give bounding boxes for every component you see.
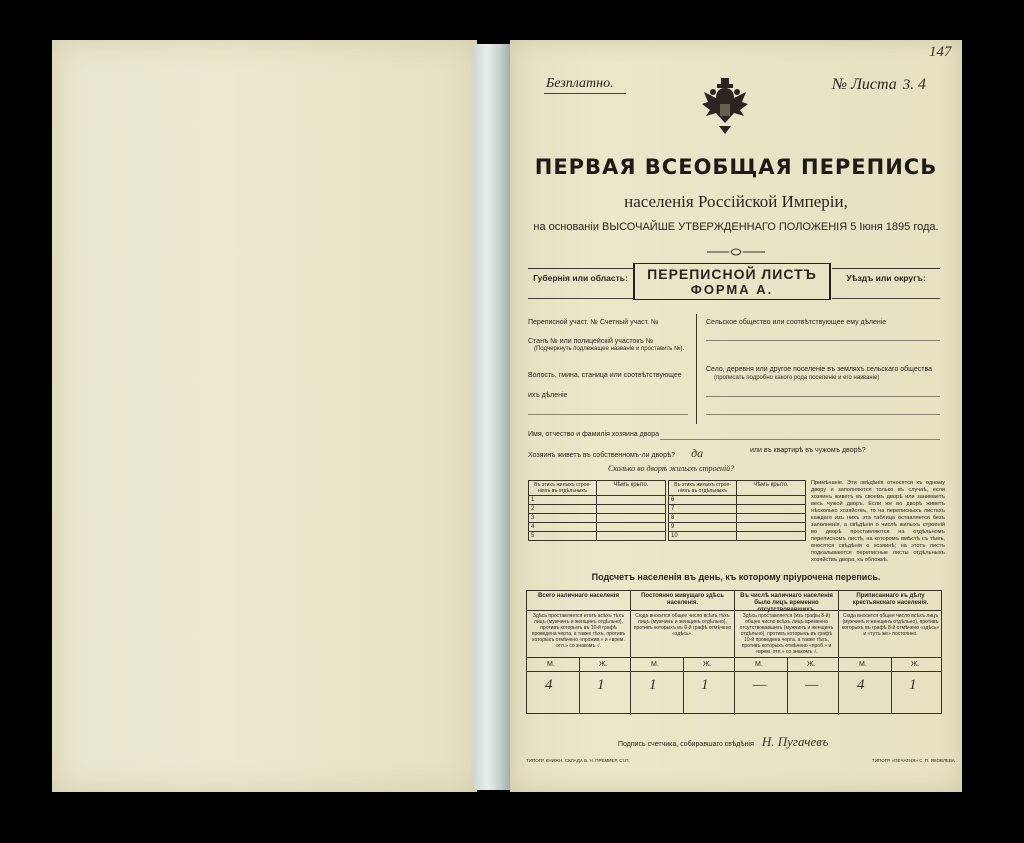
row-num: 6 — [669, 496, 737, 505]
settlement-underline — [706, 396, 940, 397]
male-label: М. — [859, 661, 867, 668]
list-form-box — [633, 263, 831, 300]
uezd-underline — [832, 298, 940, 299]
buildings-table-left — [528, 480, 666, 541]
volost-row: Волость, гмина, станица или соотвѣтствующее — [528, 372, 682, 379]
form-title: ПЕРВАЯ ВСЕОБЩАЯ ПЕРЕПИСЬ — [534, 155, 938, 179]
gubernia-field: Губернія или область: — [528, 268, 633, 298]
population-count-table — [526, 590, 942, 714]
row-num: 10 — [669, 532, 737, 541]
row-num: 5 — [529, 532, 597, 541]
book-spine — [474, 44, 512, 790]
left-blank-page — [52, 40, 477, 792]
row-num: 8 — [669, 514, 737, 523]
form-type: ФОРМА А. — [690, 282, 774, 297]
signature-handwritten: Н. Пугачевъ — [761, 734, 829, 749]
volost-underline — [528, 414, 688, 415]
list-title: ПЕРЕПИСНОЙ ЛИСТЪ — [647, 266, 817, 282]
mf-split — [579, 657, 580, 714]
mf-split — [787, 657, 788, 714]
own-house-answer: да — [691, 446, 704, 460]
printer-imprint-left: ТИПОГР. КНИЖН. СКЛАДА Б. Н. ПРЕМИЕР, Ст.П. — [526, 758, 630, 763]
enumerator-signature-row — [618, 734, 828, 750]
printer-imprint-right: ТИПОГР. «ПЕЧАТНЯ» С. П. ЯКОВЛЕВА — [872, 758, 955, 763]
col-header-buildings: Въ этихъ жилыхъ строе-ніяхъ въ отдѣльныхъ — [669, 481, 737, 496]
male-label: М. — [547, 661, 555, 668]
census-form-page — [510, 40, 962, 792]
row-num: 2 — [529, 505, 597, 514]
sheet-number — [832, 76, 926, 94]
count-value: 4 — [545, 677, 553, 693]
buildings-note: Примѣчаніе. Эти свѣдѣнія относятся къ одному двору и заполняются только въ случаѣ, если хозяинъ живетъ въ своемъ дворѣ или занимаетъ весь чужой дворъ. Если же во дворѣ живетъ нѣсколько хозяйствъ, то на переписныхъ листахъ каждаго изъ нихъ эта таблица оставляется безъ заполненія, а свѣдѣнія о числѣ жилыхъ строеній во дворѣ проставляются на отдѣльномъ переписномъ листѣ, на которомъ вмѣстѣ съ тѣмъ, вносятся свѣдѣнія о хозяинѣ; на этотъ листъ подкалываются переписные листы отдѣльныхъ хозяйствъ двора, къ обложкѣ. — [811, 480, 945, 563]
population-count-title: Подсчетъ населенія въ день, къ которому пріурочена перепись. — [591, 572, 881, 582]
free-label: Безплатно. — [546, 76, 614, 91]
count-value: 4 — [857, 677, 865, 693]
apartment-row: или въ квартирѣ въ чужомъ дворѣ? — [750, 447, 866, 454]
owner-name-row: Имя, отчество и фамилія хозяина двора — [528, 431, 660, 438]
female-label: Ж. — [599, 661, 608, 668]
male-label: М. — [755, 661, 763, 668]
male-label: М. — [651, 661, 659, 668]
row-num: 1 — [529, 496, 597, 505]
count-col-header: Всего наличнаго населенія — [527, 591, 630, 611]
stan-row: Станъ № или полицейскій участокъ № — [528, 338, 654, 345]
district-row: Переписной участ. № Счетный участ. № — [528, 319, 659, 326]
own-house-row — [528, 446, 703, 462]
female-label: Ж. — [703, 661, 712, 668]
gubernia-underline — [528, 298, 633, 299]
settlement-note: (прописать подробно какого рода поселеніе и его названіе) — [714, 375, 880, 381]
village-society-row: Сельское общество или соотвѣтствующее ему дѣленіе — [706, 319, 887, 326]
free-underline — [544, 93, 626, 94]
count-col-text: Сюда вносится общее число всѣхъ лицъ (мужчинъ и женщинъ отдѣльно), противъ которыхъ въ графѣ 8-й отмѣчено «здѣсь» и «тутъ же» постоянно. — [841, 613, 940, 637]
village-society-underline — [706, 340, 940, 341]
row-num: 9 — [669, 523, 737, 532]
volost-row-cont: ихъ дѣленіе — [528, 392, 568, 399]
row-num: 3 — [529, 514, 597, 523]
uezd-field: Уѣздъ или округъ: — [832, 268, 940, 298]
fields-divider — [696, 314, 697, 424]
count-value: 1 — [597, 677, 605, 693]
settlement-row: Село, деревня или другое поселеніе въ земляхъ сельскаго общества — [706, 366, 932, 373]
sheet-number-label: № Листа — [832, 76, 897, 93]
count-value: 1 — [649, 677, 657, 693]
count-value: — — [753, 677, 767, 693]
double-headed-eagle-icon — [699, 76, 751, 138]
row-num: 7 — [669, 505, 737, 514]
mf-values-line — [527, 671, 941, 672]
col-header-roof: Чѣмъ крыто. — [737, 481, 806, 496]
form-subtitle: населенія Россійской Имперіи, — [624, 192, 848, 211]
own-house-question: Хозяинъ живетъ въ собственномъ-ли дворѣ? — [528, 452, 676, 459]
row-num: 4 — [529, 523, 597, 532]
owner-name-underline — [660, 439, 940, 440]
settlement-underline-2 — [706, 414, 940, 415]
mf-split — [683, 657, 684, 714]
count-value: 1 — [909, 677, 917, 693]
sheet-number-handwritten: 4 — [918, 76, 927, 93]
col-header-buildings: Въ этихъ жилыхъ строе-ніяхъ въ отдѣльныхъ — [529, 481, 597, 496]
count-col-text: Здѣсь проставляется (изъ графы 8-й) общее число всѣхъ лицъ временно отсутствовавшихъ (мужчинъ и женщинъ отдѣльно), противъ которыхъ въ графѣ 10-й проведена черта, а также тѣхъ, противъ которыхъ отмѣчено «проб.» и «врем. отл.» со знакомъ √. — [739, 613, 834, 655]
stan-row-note: (Подчеркнуть подлежащее названіе и проставить №). — [534, 346, 685, 352]
form-decree-line: на основаніи ВЫСОЧАЙШЕ УТВЕРЖДЕННАГО ПОЛОЖЕНІЯ 5 Іюня 1895 года. — [533, 221, 939, 233]
count-col-text: Здѣсь проставляется итогъ всѣхъ тѣхъ лицъ (мужчинъ и женщинъ отдѣльно), противъ которыхъ въ 10-й графѣ проведена черта, а также тѣхъ, противъ которыхъ отмѣчено «прожив.» и «врем. отл.» со знакомъ √. — [531, 613, 626, 649]
buildings-table-right — [668, 480, 806, 541]
buildings-question: Сколько во дворѣ жилыхъ строеній? — [608, 464, 735, 473]
female-label: Ж. — [911, 661, 920, 668]
corner-folio-number: 147 — [929, 44, 952, 60]
count-value: — — [805, 677, 819, 693]
count-col-text: Сюда вносится общее число всѣхъ тѣхъ лицъ (мужчинъ и женщинъ отдѣльно), противъ которыхъ въ 8-й графѣ отмѣчено «здѣсь». — [633, 613, 732, 637]
count-value: 1 — [701, 677, 709, 693]
female-label: Ж. — [807, 661, 816, 668]
sheet-number-value: 3. — [902, 77, 915, 93]
count-col-header: Въ числѣ наличнаго населенія было лицъ временно отсутствовавшихъ. — [735, 591, 838, 611]
count-col-header: Приписаннаго къ дѣлу крестьянскаго населенія. — [839, 591, 942, 611]
ornament-divider — [705, 247, 767, 257]
count-col-header: Постоянно живущаго здѣсь населенія. — [631, 591, 734, 611]
mf-split — [891, 657, 892, 714]
signature-label: Подпись счетчика, собиравшаго свѣдѣнія — [618, 741, 754, 748]
col-header-roof: Чѣмъ крыто. — [597, 481, 666, 496]
mf-header-line — [527, 657, 941, 658]
